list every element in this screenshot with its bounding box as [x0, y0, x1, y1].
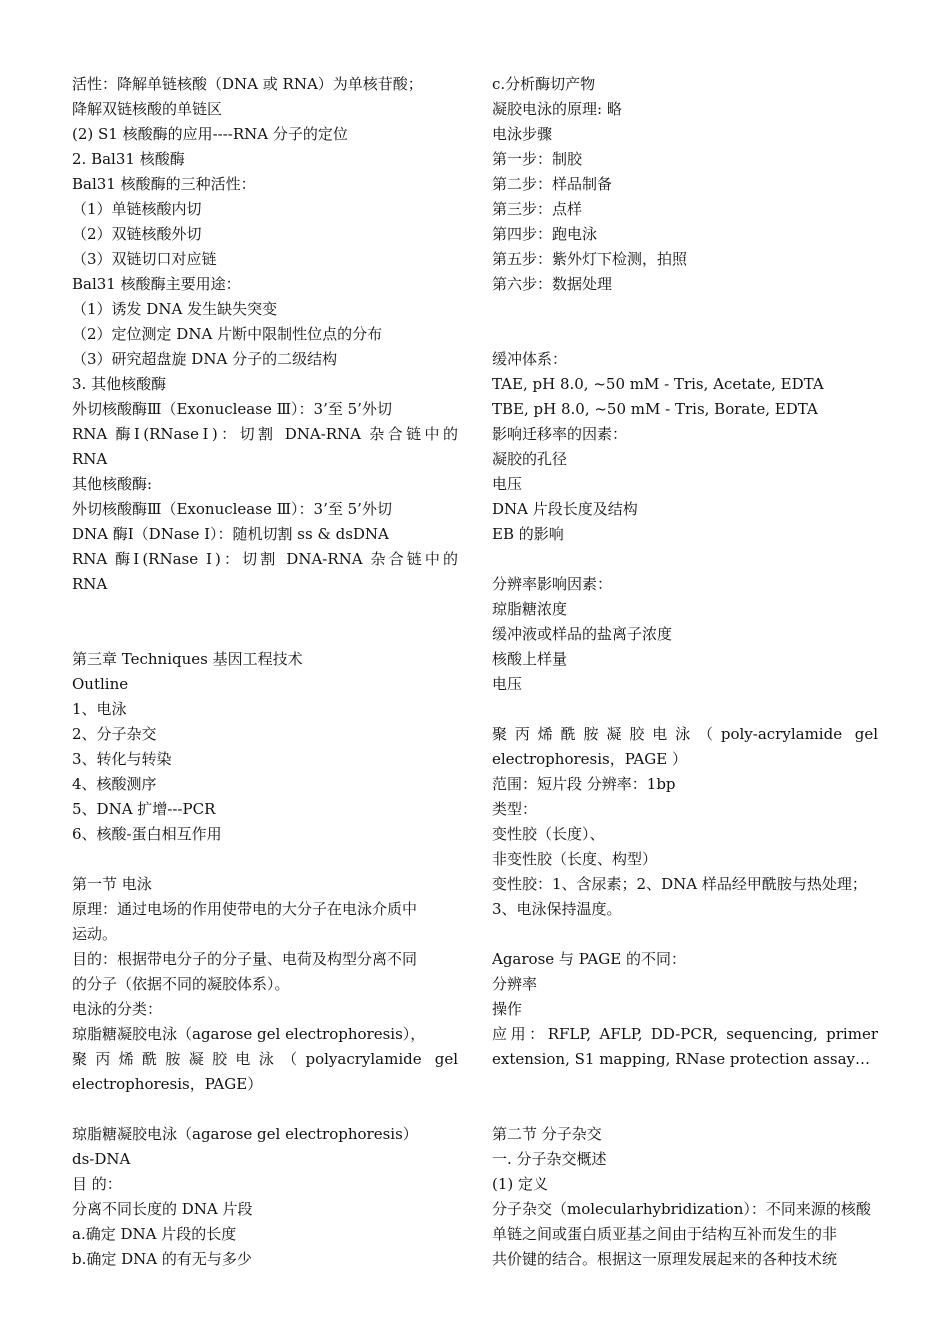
text-line: 电泳的分类： — [72, 1000, 163, 1018]
text-line: 第三步：点样 — [492, 200, 583, 218]
text-line: 第一步：制胶 — [492, 150, 583, 168]
text-line: （2）定位测定 DNA 片断中限制性位点的分布 — [72, 325, 383, 343]
text-line: electrophoresis，PAGE ） — [492, 750, 687, 768]
text-line: 范围：短片段 分辨率：1bp — [492, 775, 676, 793]
text-line: RNA 酶Ⅰ(RNaseⅠ)：切割 DNA-RNA 杂合链中的 — [72, 425, 458, 443]
text-line: 分离不同长度的 DNA 片段 — [72, 1200, 253, 1218]
text-line: 第四步：跑电泳 — [492, 225, 598, 243]
blank-line — [492, 1097, 878, 1122]
text-line: 操作 — [492, 1000, 523, 1018]
text-line: Agarose 与 PAGE 的不同： — [492, 950, 686, 968]
text-line: 聚丙烯酰胺凝胶电泳（poly-acrylamide gel — [492, 725, 878, 743]
text-line: 分辨率 — [492, 975, 538, 993]
blank-line — [492, 697, 878, 722]
text-line: （3）双链切口对应链 — [72, 250, 217, 268]
text-line: 缓冲液或样品的盐离子浓度 — [492, 625, 673, 643]
text-line: 降解双链核酸的单链区 — [72, 100, 223, 118]
text-line: （1）诱发 DNA 发生缺失突变 — [72, 300, 278, 318]
text-line: 外切核酸酶Ⅲ（Exonuclease Ⅲ）：3’至 5’外切 — [72, 500, 392, 518]
text-line: 的分子（依据不同的凝胶体系）。 — [72, 975, 290, 993]
text-line: extension, S1 mapping, RNase protection assay… — [492, 1050, 871, 1068]
text-line: （2）双链核酸外切 — [72, 225, 202, 243]
text-line: Outline — [72, 675, 129, 693]
text-line: 类型： — [492, 800, 538, 818]
right-text-column — [492, 72, 878, 1272]
blank-line — [72, 597, 458, 622]
text-line: 运动。 — [72, 925, 118, 943]
text-line: 应用：RFLP, AFLP, DD-PCR, sequencing, primer — [492, 1025, 878, 1043]
text-line: TBE, pH 8.0, ~50 mM - Tris, Borate, EDTA — [492, 400, 818, 418]
text-line: 第一节 电泳 — [72, 875, 152, 893]
text-line: 6、核酸-蛋白相互作用 — [72, 825, 222, 843]
text-line: 目的：根据带电分子的分子量、电荷及构型分离不同 — [72, 950, 418, 968]
text-line: DNA 片段长度及结构 — [492, 500, 638, 518]
text-line: 原理：通过电场的作用使带电的大分子在电泳介质中 — [72, 900, 418, 918]
text-line: 琼脂糖凝胶电泳（agarose gel electrophoresis） — [72, 1125, 418, 1143]
text-line: EB 的影响 — [492, 525, 564, 543]
text-line: 分辨率影响因素： — [492, 575, 613, 593]
text-line: 其他核酸酶: — [72, 475, 153, 493]
text-line: 第五步：紫外灯下检测，拍照 — [492, 250, 688, 268]
text-line: b.确定 DNA 的有无与多少 — [72, 1250, 252, 1268]
text-line: 3、电泳保持温度。 — [492, 900, 622, 918]
text-line: 外切核酸酶Ⅲ（Exonuclease Ⅲ）：3’至 5’外切 — [72, 400, 392, 418]
text-line: 核酸上样量 — [492, 650, 568, 668]
text-line: RNA — [72, 575, 108, 593]
blank-line — [72, 847, 458, 872]
text-line: 缓冲体系： — [492, 350, 568, 368]
text-line: 非变性胶（长度、构型） — [492, 850, 658, 868]
text-line: RNA — [72, 450, 108, 468]
text-line: 一. 分子杂交概述 — [492, 1150, 607, 1168]
text-line: 4、核酸测序 — [72, 775, 157, 793]
text-line: 单链之间或蛋白质亚基之间由于结构互补而发生的非 — [492, 1225, 838, 1243]
blank-line — [72, 1097, 458, 1122]
text-line: 5、DNA 扩增---PCR — [72, 800, 216, 818]
text-line: Bal31 核酸酶的三种活性： — [72, 175, 256, 193]
text-line: 凝胶电泳的原理: 略 — [492, 100, 622, 118]
text-line: (2) S1 核酸酶的应用----RNA 分子的定位 — [72, 125, 348, 143]
text-line: 共价键的结合。根据这一原理发展起来的各种技术统 — [492, 1250, 838, 1268]
text-line: 变性胶：1、含尿素；2、DNA 样品经甲酰胺与热处理； — [492, 875, 867, 893]
blank-line — [492, 547, 878, 572]
text-line: 活性：降解单链核酸（DNA 或 RNA）为单核苷酸； — [72, 75, 423, 93]
text-line: 变性胶（长度）、 — [492, 825, 605, 843]
text-line: 第三章 Techniques 基因工程技术 — [72, 650, 303, 668]
text-line: （3）研究超盘旋 DNA 分子的二级结构 — [72, 350, 338, 368]
text-line: TAE, pH 8.0, ~50 mM - Tris, Acetate, EDTA — [492, 375, 824, 393]
text-line: a.确定 DNA 片段的长度 — [72, 1225, 237, 1243]
text-line: 2、分子杂交 — [72, 725, 157, 743]
text-line: 2. Bal31 核酸酶 — [72, 150, 185, 168]
blank-line — [492, 922, 878, 947]
text-line: (1) 定义 — [492, 1175, 549, 1193]
text-line: （1）单链核酸内切 — [72, 200, 202, 218]
text-line: 分子杂交（molecularhybridization）：不同来源的核酸 — [492, 1200, 871, 1218]
text-line: 凝胶的孔径 — [492, 450, 568, 468]
text-line: 聚丙烯酰胺凝胶电泳（polyacrylamide gel — [72, 1050, 458, 1068]
text-line: 电压 — [492, 475, 523, 493]
text-line: electrophoresis，PAGE） — [72, 1075, 263, 1093]
text-line: 电泳步骤 — [492, 125, 553, 143]
text-line: c.分析酶切产物 — [492, 75, 596, 93]
text-line: 第二节 分子杂交 — [492, 1125, 602, 1143]
text-line: 3、转化与转染 — [72, 750, 172, 768]
blank-line — [72, 622, 458, 647]
blank-line — [492, 1072, 878, 1097]
text-line: 影响迁移率的因素： — [492, 425, 628, 443]
text-line: ds-DNA — [72, 1150, 131, 1168]
text-line: Bal31 核酸酶主要用途： — [72, 275, 241, 293]
text-line: RNA 酶Ⅰ(RNase Ⅰ)：切割 DNA-RNA 杂合链中的 — [72, 550, 458, 568]
blank-line — [492, 297, 878, 322]
text-line: 电压 — [492, 675, 523, 693]
blank-line — [492, 322, 878, 347]
text-line: DNA 酶Ⅰ（DNase Ⅰ）：随机切割 ss & dsDNA — [72, 525, 389, 543]
text-line: 琼脂糖凝胶电泳（agarose gel electrophoresis）， — [72, 1025, 426, 1043]
left-text-column — [72, 72, 458, 1272]
text-line: 目 的： — [72, 1175, 122, 1193]
text-line: 第二步：样品制备 — [492, 175, 613, 193]
text-line: 1、电泳 — [72, 700, 127, 718]
text-line: 琼脂糖浓度 — [492, 600, 568, 618]
text-line: 3. 其他核酸酶 — [72, 375, 167, 393]
text-line: 第六步：数据处理 — [492, 275, 613, 293]
